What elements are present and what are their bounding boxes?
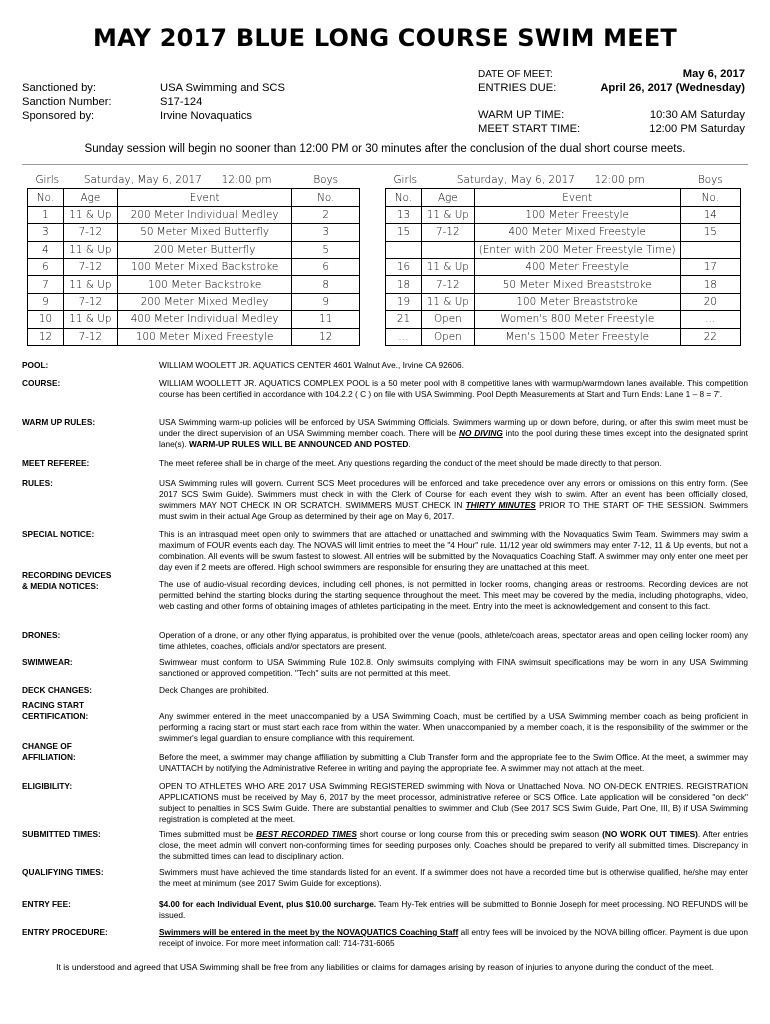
section-label: WARM UP RULES: (22, 417, 96, 427)
girls-event-no: 16 (386, 258, 422, 275)
event-name: (Enter with 200 Meter Freestyle Time) (474, 241, 680, 258)
event-name: 400 Meter Freestyle (474, 258, 680, 275)
table-row (386, 276, 741, 293)
text-run: . After entries close, the meet admin will convert non-conforming times for seeding purposes only. Coaches should be prepared to verify all submitted times. Discrepancy in the submitted times can lead to disciplinary action. (159, 829, 748, 861)
session-date: Saturday, May 6, 2017 (456, 174, 575, 187)
table-row (386, 224, 741, 241)
col-girls-no: No. (28, 189, 64, 206)
text-run: Times submitted must be (159, 829, 257, 839)
age-group: 7-12 (63, 293, 117, 310)
section-label: ENTRY PROCEDURE: (22, 927, 108, 937)
girls-heading: Girls (28, 172, 64, 189)
section-text: The use of audio-visual recording devices, including cell phones, is not permitted in locker rooms, changing areas or restrooms. Recording devices are not permitted behind the starting blocks during the starting sequence throughout the meet. This meet may be covered by the media, including photographs, video, web casting and other forms of obtaining images of athletes participating in the meet. Entry into the meet is acknowledgement and consent to this fact. (159, 579, 748, 611)
event-name: 100 Meter Freestyle (474, 206, 680, 223)
text-run: USA Swimming rules will govern. Current SCS Meet procedures will be enforced and take precedence over any errors or omissions on this entry form. (See 2017 SCS Swim Guide). Swimmers must check in with the Clerk of Course for each event they wish to swim. After an event has been officially closed, swimmers MAY NOT CHECK IN OR SCRATCH. SWIMMERS MUST CHECK IN (159, 478, 748, 510)
event-name: 50 Meter Mixed Butterfly (117, 224, 292, 241)
boys-heading: Boys (292, 172, 360, 189)
section-label: SWIMWEAR: (22, 657, 73, 667)
girls-event-no: 9 (28, 293, 64, 310)
section-text: Deck Changes are prohibited. (159, 685, 269, 695)
section-text (159, 417, 748, 450)
event-name: 400 Meter Individual Medley (117, 311, 292, 328)
text-run: into the pool during these times except into the designated sprint lane(s). (159, 428, 748, 449)
col-boys-no: No. (292, 189, 360, 206)
table-row (28, 328, 360, 345)
section-label (22, 741, 152, 763)
table-row (28, 293, 360, 310)
table-row (386, 258, 741, 275)
girls-event-no: 13 (386, 206, 422, 223)
col-age: Age (63, 189, 117, 206)
section-label: QUALIFYING TIMES: (22, 867, 104, 877)
section-text: WILLIAM WOOLLETT JR. AQUATICS COMPLEX POOL is a 50 meter pool with 8 competitive lanes with warmup/warmdown lanes available. This competition course has been certified in accordance with 104.2.2 ( C ) on file with USA Swimming. Pool Depth Measurements at Start and Turn Ends: Lane 1 – 8 = 7'. (159, 378, 748, 399)
boys-event-no: … (680, 311, 740, 328)
section-text: The meet referee shall be in charge of the meet. Any questions regarding the conduct of the meet should be made directly to that person. (159, 458, 662, 468)
age-group: 7-12 (63, 258, 117, 275)
label-line: AFFILIATION: (22, 752, 76, 762)
date-of-meet-label: DATE OF MEET: (478, 69, 553, 80)
age-group (421, 241, 474, 258)
text-run: all entry fees will be invoiced by the NOVA billing officer. Payment is due upon receipt of invoice. For more meet information call: 714-731-6065 (159, 927, 748, 948)
sanctioned-by-value: USA Swimming and SCS (160, 82, 285, 94)
section-label (22, 700, 152, 722)
boys-event-no: 3 (292, 224, 360, 241)
session-notice: Sunday session will begin no sooner than 12:00 PM or 30 minutes after the conclusion of the dual short course meets. (84, 143, 686, 155)
section-text (159, 829, 748, 862)
table-row (386, 241, 741, 258)
section-text: This is an intrasquad meet open only to swimmers that are attached or unattached and swimming with the Novaquatics Swim Team. Swimmers may swim a maximum of FOUR events each day. The NOVAS will limit entries to meet the "4 Hour" rule. 11/12 year old swimmers may enter 7-12, 11 & Up events, but not a combination. All events will be swum fastest to slowest. All entries will be submitted by the Novaquatics Coaching Staff. A swimmer may only enter one meet per day even if 2 meets are offered. High school swimmers are responsible for ensuring they are unattached at this meet. (159, 529, 748, 572)
event-name: 100 Meter Breaststroke (474, 293, 680, 310)
section-text (159, 478, 748, 522)
age-group: 7-12 (421, 276, 474, 293)
age-group: 7-12 (63, 328, 117, 345)
boys-event-no: 18 (680, 276, 740, 293)
text-run: short course or long course from this or preceding swim season (356, 829, 603, 839)
fee-amount: $4.00 for each Individual Event, plus $10.00 surcharge. (159, 899, 377, 909)
table-row (386, 206, 741, 223)
section-label: DECK CHANGES: (22, 685, 93, 695)
girls-event-no: 21 (386, 311, 422, 328)
girls-event-no: 6 (28, 258, 64, 275)
girls-event-no: 3 (28, 224, 64, 241)
col-age: Age (421, 189, 474, 206)
section-text: Operation of a drone, or any other flying apparatus, is prohibited over the venue (pools, athlete/coach areas, spectator areas and open ceiling locker room) any time athletes, coaches, officials and/or spectators are present. (159, 630, 748, 651)
section-label: DRONES: (22, 630, 61, 640)
thirty-minutes-emphasis: THIRTY MINUTES (465, 500, 536, 510)
boys-event-no: 2 (292, 206, 360, 223)
column-header-row (28, 189, 360, 206)
girls-event-no: 7 (28, 276, 64, 293)
event-name: Women's 800 Meter Freestyle (474, 311, 680, 328)
boys-event-no (680, 241, 740, 258)
age-group: 7-12 (63, 224, 117, 241)
entries-due-value: April 26, 2017 (Wednesday) (600, 82, 745, 94)
age-group: 11 & Up (421, 206, 474, 223)
boys-event-no: 22 (680, 328, 740, 345)
girls-event-no: 15 (386, 224, 422, 241)
event-table-right (385, 172, 741, 346)
section-label (22, 570, 152, 592)
session-time: 12:00 pm (221, 174, 272, 187)
column-header-row (386, 189, 741, 206)
section-text: Any swimmer entered in the meet unaccompanied by a USA Swimming Coach, must be certified by a USA Swimming member coach as being proficient in performing a racing start or must start each race from within the water. When unaccompanied by a member coach, it is the responsibility of the swimmer or the swimmer's legal guardian to ensure compliance with this requirement. (159, 711, 748, 743)
label-line: CHANGE OF (22, 741, 72, 751)
best-recorded-times-emphasis: BEST RECORDED TIMES (256, 829, 357, 839)
girls-event-no (386, 241, 422, 258)
section-label: RULES: (22, 478, 53, 488)
girls-heading: Girls (386, 172, 422, 189)
section-text (159, 899, 748, 921)
date-of-meet-value: May 6, 2017 (682, 68, 745, 80)
girls-event-no: 12 (28, 328, 64, 345)
girls-event-no: 10 (28, 311, 64, 328)
age-group: 11 & Up (421, 258, 474, 275)
session-date: Saturday, May 6, 2017 (83, 174, 202, 187)
table-row (386, 328, 741, 345)
text-run: Team Hy-Tek entries will be submitted to Bonnie Joseph for meet processing. NO REFUNDS will be issued. (159, 899, 748, 920)
boys-event-no: 6 (292, 258, 360, 275)
event-name: Men's 1500 Meter Freestyle (474, 328, 680, 345)
text-run: . (408, 439, 411, 449)
label-line: CERTIFICATION: (22, 711, 89, 721)
meet-start-time-value: 12:00 PM Saturday (649, 123, 745, 135)
event-name: 50 Meter Mixed Breaststroke (474, 276, 680, 293)
boys-event-no: 9 (292, 293, 360, 310)
age-group: Open (421, 311, 474, 328)
label-line: RECORDING DEVICES (22, 570, 112, 580)
event-name: 200 Meter Mixed Medley (117, 293, 292, 310)
section-text: WILLIAM WOOLETT JR. AQUATICS CENTER 4601 Walnut Ave., Irvine CA 92606. (159, 360, 464, 370)
sponsored-by-value: Irvine Novaquatics (160, 110, 253, 122)
age-group: 11 & Up (63, 276, 117, 293)
label-line: RACING START (22, 700, 85, 710)
boys-heading: Boys (680, 172, 740, 189)
section-label: POOL: (22, 360, 49, 370)
col-event: Event (117, 189, 292, 206)
age-group: 11 & Up (421, 293, 474, 310)
table-row (386, 311, 741, 328)
sanctioned-by-label: Sanctioned by: (22, 82, 97, 94)
girls-event-no: 1 (28, 206, 64, 223)
event-table-header-row (28, 172, 360, 189)
section-text (159, 927, 748, 949)
boys-event-no: 11 (292, 311, 360, 328)
girls-event-no: … (386, 328, 422, 345)
girls-event-no: 4 (28, 241, 64, 258)
boys-event-no: 5 (292, 241, 360, 258)
event-name: 200 Meter Butterfly (117, 241, 292, 258)
sanction-number-label: Sanction Number: (22, 96, 112, 108)
table-row (28, 241, 360, 258)
divider (22, 164, 748, 165)
table-row (28, 311, 360, 328)
col-boys-no: No. (680, 189, 740, 206)
event-name: 100 Meter Mixed Freestyle (117, 328, 292, 345)
girls-event-no: 18 (386, 276, 422, 293)
table-row (386, 293, 741, 310)
event-table-header-row (386, 172, 741, 189)
warm-up-announcement: WARM-UP RULES WILL BE ANNOUNCED AND POSTED (188, 439, 409, 449)
section-label: ELIGIBILITY: (22, 781, 73, 791)
section-label: SPECIAL NOTICE: (22, 529, 95, 539)
liability-footer: It is understood and agreed that USA Swimming shall be free from any liabilities or claims for damages arising by reason of injuries to anyone during the conduct of the meet. (56, 962, 714, 972)
text-run: USA Swimming warm-up policies will be enforced by USA Swimming Officials. Swimmers warming up or down before, during, or after this swim meet must be under the direct supervision of an USA Swimming member coach. There will be (159, 417, 748, 438)
section-label: ENTRY FEE: (22, 899, 71, 909)
age-group: 11 & Up (63, 206, 117, 223)
coaching-staff-entry: Swimmers will be entered in the meet by the NOVAQUATICS Coaching Staff (159, 927, 459, 937)
meet-start-time-label: MEET START TIME: (478, 123, 581, 135)
event-name: 200 Meter Individual Medley (117, 206, 292, 223)
no-diving-emphasis: NO DIVING (458, 428, 503, 438)
label-line: & MEDIA NOTICES: (22, 581, 99, 591)
entries-due-label: ENTRIES DUE: (478, 82, 557, 94)
event-name: 100 Meter Mixed Backstroke (117, 258, 292, 275)
section-text: OPEN TO ATHLETES WHO ARE 2017 USA Swimming REGISTERED swimming with Nova or Unattached Nova. NO ON-DECK ENTRIES. REGISTRATION APPLICATIONS must be received by May 6, 2017 by the meet processor, administrative referee or SCS Office. Late application will be considered "on deck" subject to penalties in SCS Swim Guide. There are substantial penalties to swimmer and Club (See 2017 SCS Swim Guide, Part One, III, B) if USA Swimming registration is completed at the meet. (159, 781, 748, 824)
section-label: SUBMITTED TIMES: (22, 829, 101, 839)
boys-event-no: 12 (292, 328, 360, 345)
section-label: COURSE: (22, 378, 61, 388)
event-name: 400 Meter Mixed Freestyle (474, 224, 680, 241)
event-table-left (27, 172, 360, 346)
text-run: PRIOR TO THE START OF THE SESSION. Swimmers must swim in their actual Age Group as determined by their age on May 6, 2017. (159, 500, 748, 521)
col-girls-no: No. (386, 189, 422, 206)
session-date-heading (421, 172, 680, 189)
age-group: Open (421, 328, 474, 345)
age-group: 11 & Up (63, 241, 117, 258)
sponsored-by-label: Sponsored by: (22, 110, 95, 122)
session-date-heading (63, 172, 292, 189)
age-group: 7-12 (421, 224, 474, 241)
boys-event-no: 17 (680, 258, 740, 275)
section-text: Before the meet, a swimmer may change affiliation by submitting a Club Transfer form and the appropriate fee to the Swim Office. At the meet, a swimmer may UNATTACH by notifying the Administrative Referee in writing and paying the appropriate fee. A swimmer may not attach at the meet. (159, 752, 748, 773)
warm-up-time-value: 10:30 AM Saturday (649, 109, 745, 121)
col-event: Event (474, 189, 680, 206)
table-row (28, 258, 360, 275)
no-workout-times: (NO WORK OUT TIMES) (602, 829, 698, 839)
table-row (28, 276, 360, 293)
section-text: Swimwear must conform to USA Swimming Rule 102.8. Only swimsuits complying with FINA swimsuit specifications may be worn in any USA Swimming sanctioned or approved competition. "Tech" suits are not permitted at this meet. (159, 657, 748, 678)
session-time: 12:00 pm (594, 174, 645, 187)
event-name: 100 Meter Backstroke (117, 276, 292, 293)
warm-up-time-label: WARM UP TIME: (478, 109, 565, 121)
section-label: MEET REFEREE: (22, 458, 90, 468)
boys-event-no: 20 (680, 293, 740, 310)
section-text: Swimmers must have achieved the time standards listed for an event. If a swimmer does not have a recorded time but is otherwise qualified, he/she may enter the meet at minimum (see 2017 Swim Guide for exceptions). (159, 867, 748, 888)
sanction-number-value: S17-124 (160, 96, 203, 108)
boys-event-no: 14 (680, 206, 740, 223)
table-row (28, 206, 360, 223)
girls-event-no: 19 (386, 293, 422, 310)
table-row (28, 224, 360, 241)
age-group: 11 & Up (63, 311, 117, 328)
boys-event-no: 8 (292, 276, 360, 293)
boys-event-no: 15 (680, 224, 740, 241)
page-title: MAY 2017 BLUE LONG COURSE SWIM MEET (93, 24, 677, 52)
